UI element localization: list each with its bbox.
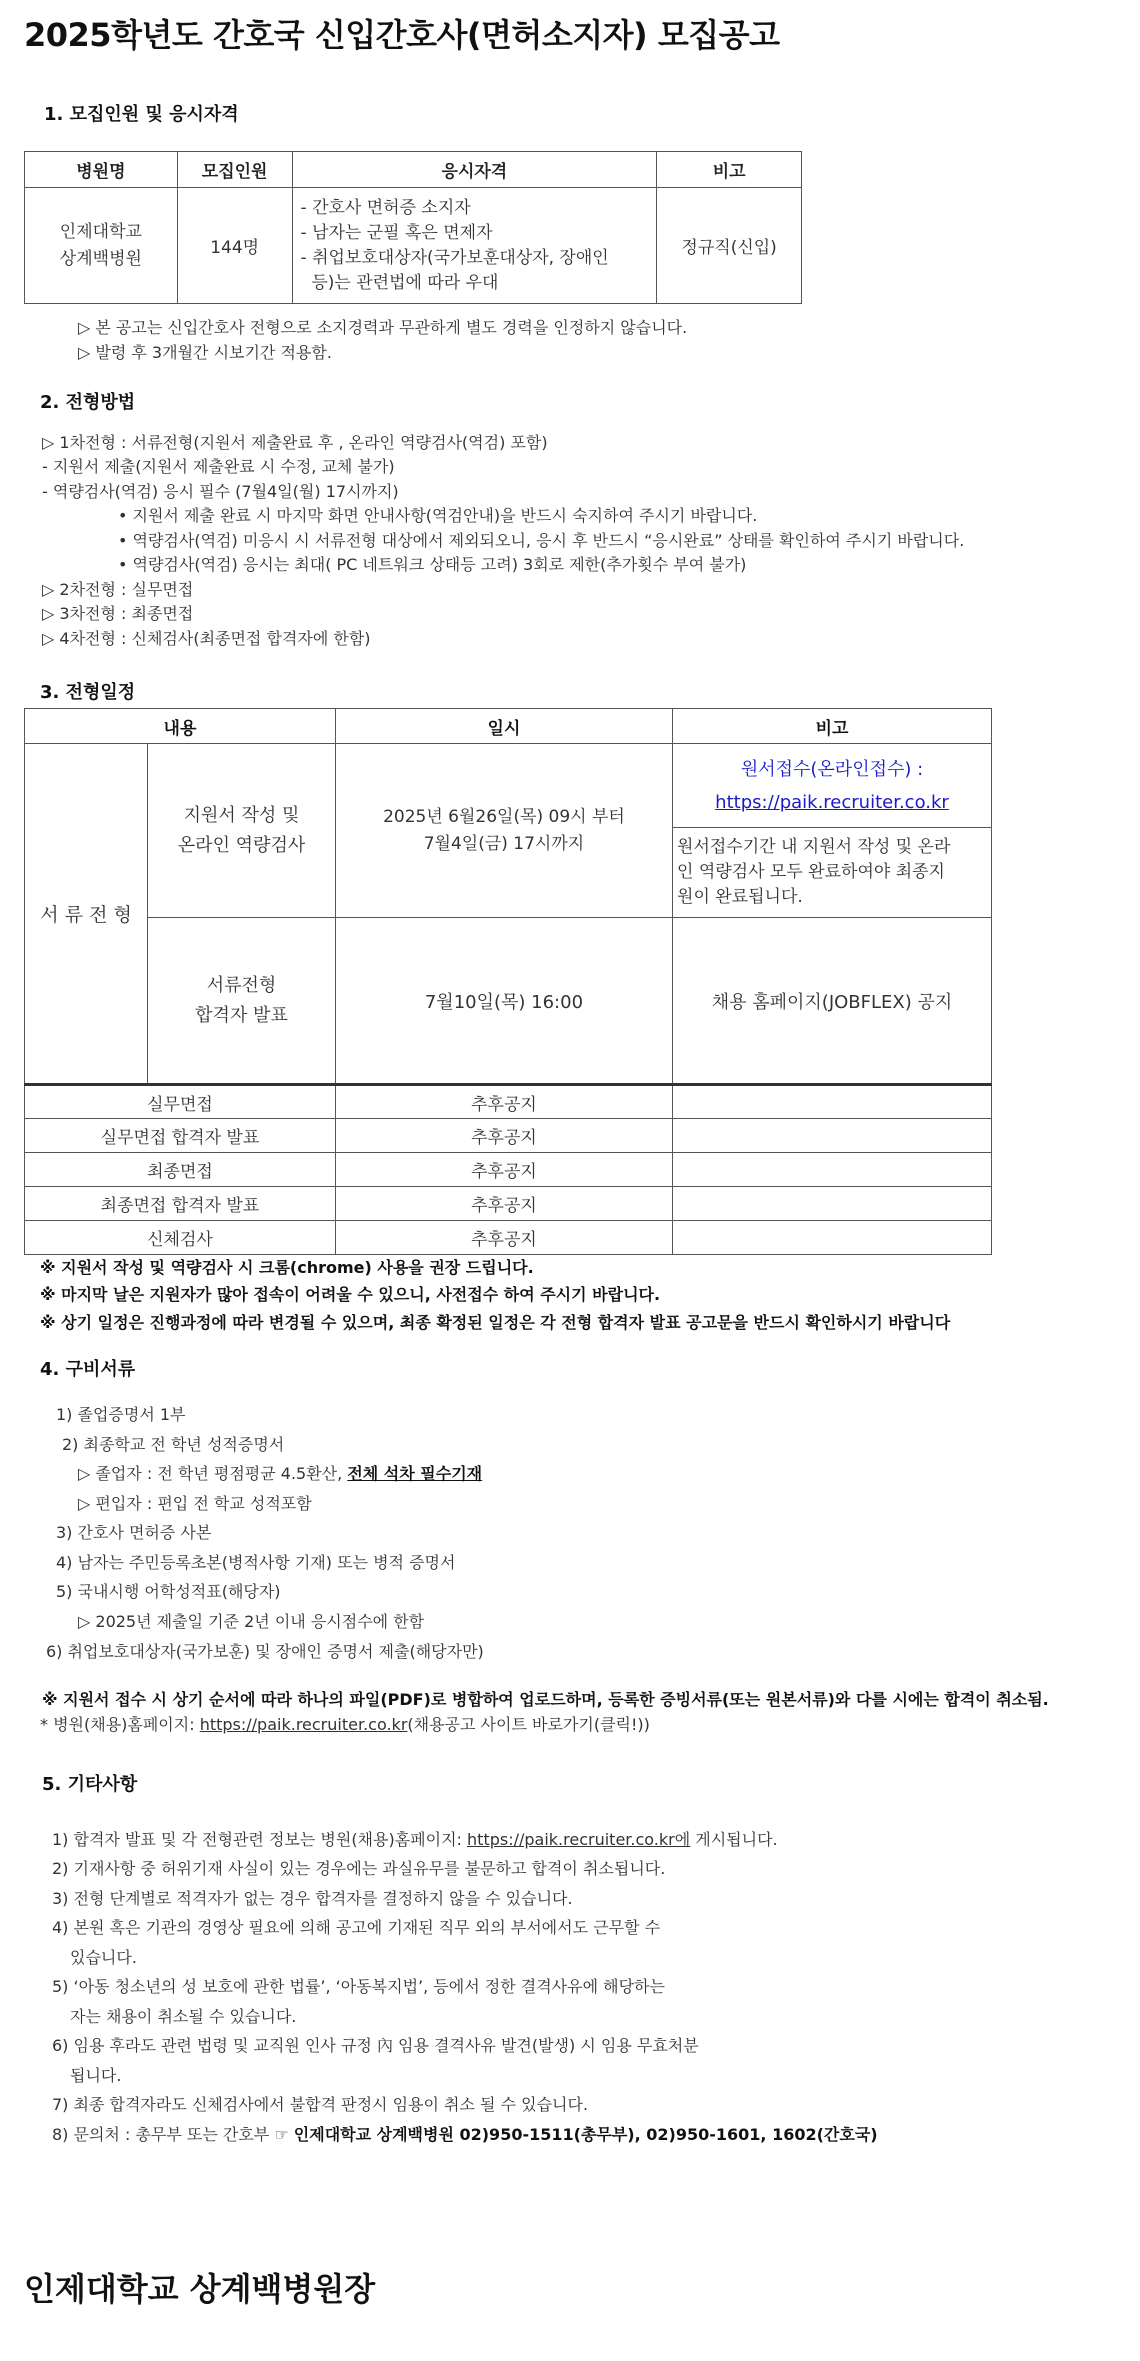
table-header: 내용 — [25, 709, 336, 744]
count-cell: 144명 — [177, 188, 292, 304]
schedule-label-line: 지원서 작성 및 — [183, 804, 300, 826]
misc-item — [52, 1828, 778, 1852]
notice-bullet: ▷ 발령 후 3개월간 시보기간 적용함. — [78, 343, 332, 362]
schedule-note-cell — [673, 1221, 992, 1255]
schedule-label-line: 온라인 역량검사 — [177, 834, 306, 856]
table-header: 비고 — [657, 152, 802, 188]
document-subitem — [78, 1462, 482, 1486]
homepage-prefix: * 병원(채용)홈페이지: — [40, 1715, 200, 1734]
qualification-line: - 간호사 면허증 소지자 — [300, 197, 471, 218]
schedule-note: ※ 마지막 날은 지원자가 많아 접속이 어려울 수 있으니, 사전접수 하여 주시기 바랍니다. — [40, 1285, 661, 1304]
recruit-table — [24, 151, 802, 304]
misc-item-text: 1) 합격자 발표 및 각 전형관련 정보는 병원(채용)홈페이지: — [52, 1830, 468, 1849]
table-row — [25, 1119, 992, 1153]
schedule-date-line: 7월4일(금) 17시까지 — [423, 833, 585, 854]
document-subitem-text: ▷ 졸업자 : 전 학년 평점평균 4.5환산, — [78, 1464, 348, 1483]
hospital-name-line: 인제대학교 — [59, 221, 142, 242]
method-line: ▷ 4차전형 : 신체검사(최종면접 합격자에 한함) — [42, 629, 371, 648]
contact-prefix: 8) 문의처 : 총무부 또는 간호부 ☞ — [52, 2125, 294, 2144]
section-5-heading: 5. 기타사항 — [42, 1774, 138, 1795]
section-1-heading: 1. 모집인원 및 응시자격 — [44, 104, 239, 125]
apply-note-cell — [673, 828, 992, 918]
recruit-site-link[interactable]: https://paik.recruiter.co.kr — [715, 791, 949, 813]
method-line: ▷ 3차전형 : 최종면접 — [42, 604, 194, 623]
schedule-label-cell: 신체검사 — [25, 1221, 336, 1255]
stage-cell: 서 류 전 형 — [25, 744, 148, 1085]
table-header: 병원명 — [25, 152, 178, 188]
homepage-link[interactable]: https://paik.recruiter.co.kr — [199, 1715, 408, 1734]
document-item: 5) 국내시행 어학성적표(해당자) — [56, 1582, 281, 1601]
method-line: - 지원서 제출(지원서 제출완료 시 수정, 교체 불가) — [42, 457, 395, 476]
misc-item-continued: 있습니다. — [70, 1948, 137, 1967]
table-header-row — [25, 152, 802, 188]
table-row — [25, 744, 992, 828]
schedule-label-cell — [148, 744, 336, 918]
schedule-date-cell: 추후공지 — [335, 1153, 672, 1187]
method-line: ▷ 1차전형 : 서류전형(지원서 제출완료 후 , 온라인 역량검사(역검) 포함) — [42, 433, 548, 452]
document-item: 6) 취업보호대상자(국가보훈) 및 장애인 증명서 제출(해당자만) — [46, 1642, 484, 1661]
schedule-note-cell: 채용 홈페이지(JOBFLEX) 공지 — [673, 918, 992, 1085]
note-cell: 정규직(신입) — [657, 188, 802, 304]
online-apply-cell — [673, 744, 992, 828]
method-subline: • 역량검사(역검) 응시는 최대( PC 네트워크 상태등 고려) 3회로 제한(추가횟수 부여 불가) — [118, 555, 747, 574]
schedule-date-cell: 추후공지 — [335, 1119, 672, 1153]
table-header: 비고 — [673, 709, 992, 744]
misc-item: 2) 기재사항 중 허위기재 사실이 있는 경우에는 과실유무를 불문하고 합격이 취소됩니다. — [52, 1859, 666, 1878]
section-2-heading: 2. 전형방법 — [40, 392, 136, 413]
misc-item-continued: 자는 채용이 취소될 수 있습니다. — [70, 2007, 297, 2026]
schedule-note-cell — [673, 1153, 992, 1187]
apply-note-line: 인 역량검사 모두 완료하여야 최종지 — [677, 862, 945, 882]
table-row — [25, 1187, 992, 1221]
section-4-heading: 4. 구비서류 — [40, 1359, 136, 1380]
schedule-table — [24, 708, 992, 1255]
method-subline: • 지원서 제출 완료 시 마지막 화면 안내사항(역검안내)을 반드시 숙지하여 주시기 바랍니다. — [118, 506, 758, 525]
apply-note-line: 원이 완료됩니다. — [677, 887, 803, 907]
document-item: 4) 남자는 주민등록초본(병적사항 기재) 또는 병적 증명서 — [56, 1553, 456, 1572]
misc-item: 3) 전형 단계별로 적격자가 없는 경우 합격자를 결정하지 않을 수 있습니다. — [52, 1889, 573, 1908]
table-row — [25, 918, 992, 1085]
apply-note-line: 원서접수기간 내 지원서 작성 및 온라 — [677, 837, 951, 857]
homepage-link[interactable]: https://paik.recruiter.co.kr에 — [467, 1830, 691, 1849]
document-item: 3) 간호사 면허증 사본 — [56, 1523, 212, 1542]
schedule-date-cell — [335, 744, 672, 918]
schedule-note-cell — [673, 1119, 992, 1153]
table-row — [25, 1221, 992, 1255]
qualification-cell — [292, 188, 657, 304]
document-subitem-emphasis: 전체 석차 필수기재 — [347, 1464, 483, 1483]
schedule-date-cell: 추후공지 — [335, 1221, 672, 1255]
schedule-note-cell — [673, 1085, 992, 1119]
misc-item: 7) 최종 합격자라도 신체검사에서 불합격 판정시 임용이 취소 될 수 있습니다. — [52, 2095, 589, 2114]
misc-item: 6) 임용 후라도 관련 법령 및 교직원 인사 규정 內 임용 결격사유 발견(발생) 시 임용 무효처분 — [52, 2036, 699, 2055]
table-row — [25, 1085, 992, 1119]
schedule-date-cell: 추후공지 — [335, 1187, 672, 1221]
schedule-label-line: 합격자 발표 — [195, 1004, 288, 1026]
qualification-line: - 남자는 군필 혹은 면제자 — [300, 222, 493, 243]
homepage-suffix: (채용공고 사이트 바로가기(클릭!)) — [407, 1715, 650, 1734]
schedule-date-cell: 7월10일(목) 16:00 — [335, 918, 672, 1085]
qualification-line: 등)는 관련법에 따라 우대 — [300, 272, 499, 293]
hospital-cell — [25, 188, 178, 304]
schedule-date-cell: 추후공지 — [335, 1085, 672, 1119]
document-item: 2) 최종학교 전 학년 성적증명서 — [62, 1435, 285, 1454]
homepage-line — [40, 1713, 650, 1737]
method-line: ▷ 2차전형 : 실무면접 — [42, 580, 194, 599]
section-3-heading: 3. 전형일정 — [40, 682, 136, 703]
document-subitem: ▷ 2025년 제출일 기준 2년 이내 응시점수에 한함 — [78, 1612, 425, 1631]
misc-item-continued: 됩니다. — [70, 2066, 122, 2085]
upload-note: ※ 지원서 접수 시 상기 순서에 따라 하나의 파일(PDF)로 병합하여 업로드하며, 등록한 증빙서류(또는 원본서류)와 다를 시에는 합격이 취소됨. — [42, 1690, 1049, 1709]
schedule-label-line: 서류전형 — [206, 974, 277, 996]
notice-bullet: ▷ 본 공고는 신입간호사 전형으로 소지경력과 무관하게 별도 경력을 인정하지 않습니다. — [78, 318, 688, 337]
method-subline: • 역량검사(역검) 미응시 시 서류전형 대상에서 제외되오니, 응시 후 반드시 “응시완료” 상태를 확인하여 주시기 바랍니다. — [118, 531, 965, 550]
schedule-note-cell — [673, 1187, 992, 1221]
misc-item-text: 게시됩니다. — [690, 1830, 778, 1849]
contact-line — [52, 2123, 878, 2147]
misc-item: 5) ‘아동 청소년의 성 보호에 관한 법률’, ‘아동복지법’, 등에서 정한 결격사유에 해당하는 — [52, 1977, 665, 1996]
page-title: 2025학년도 간호국 신입간호사(면허소지자) 모집공고 — [24, 16, 780, 54]
schedule-label-cell — [148, 918, 336, 1085]
qualification-line: - 취업보호대상자(국가보훈대상자, 장애인 — [300, 247, 609, 268]
issuer-signature: 인제대학교 상계백병원장 — [24, 2270, 376, 2308]
table-header: 응시자격 — [292, 152, 657, 188]
table-row — [25, 1153, 992, 1187]
method-line: - 역량검사(역검) 응시 필수 (7월4일(월) 17시까지) — [42, 482, 399, 501]
schedule-date-line: 2025년 6월26일(목) 09시 부터 — [383, 806, 625, 827]
schedule-note: ※ 상기 일정은 진행과정에 따라 변경될 수 있으며, 최종 확정된 일정은 각 전형 합격자 발표 공고문을 반드시 확인하시기 바랍니다 — [40, 1313, 951, 1332]
contact-info: 인제대학교 상계백병원 02)950-1511(총무부), 02)950-1601, 1602(간호국) — [293, 2125, 878, 2144]
table-row — [25, 188, 802, 304]
misc-item: 4) 본원 혹은 기관의 경영상 필요에 의해 공고에 기재된 직무 외의 부서에서도 근무할 수 — [52, 1918, 661, 1937]
table-header: 모집인원 — [177, 152, 292, 188]
document-item: 1) 졸업증명서 1부 — [56, 1405, 186, 1424]
table-header: 일시 — [335, 709, 672, 744]
schedule-note: ※ 지원서 작성 및 역량검사 시 크롬(chrome) 사용을 권장 드립니다. — [40, 1258, 534, 1277]
document-subitem: ▷ 편입자 : 편입 전 학교 성적포함 — [78, 1494, 312, 1513]
table-header-row — [25, 709, 992, 744]
hospital-name-line: 상계백병원 — [59, 248, 142, 269]
schedule-label-cell: 최종면접 — [25, 1153, 336, 1187]
online-apply-title: 원서접수(온라인접수) : — [740, 758, 924, 780]
schedule-label-cell: 최종면접 합격자 발표 — [25, 1187, 336, 1221]
schedule-label-cell: 실무면접 — [25, 1085, 336, 1119]
schedule-label-cell: 실무면접 합격자 발표 — [25, 1119, 336, 1153]
